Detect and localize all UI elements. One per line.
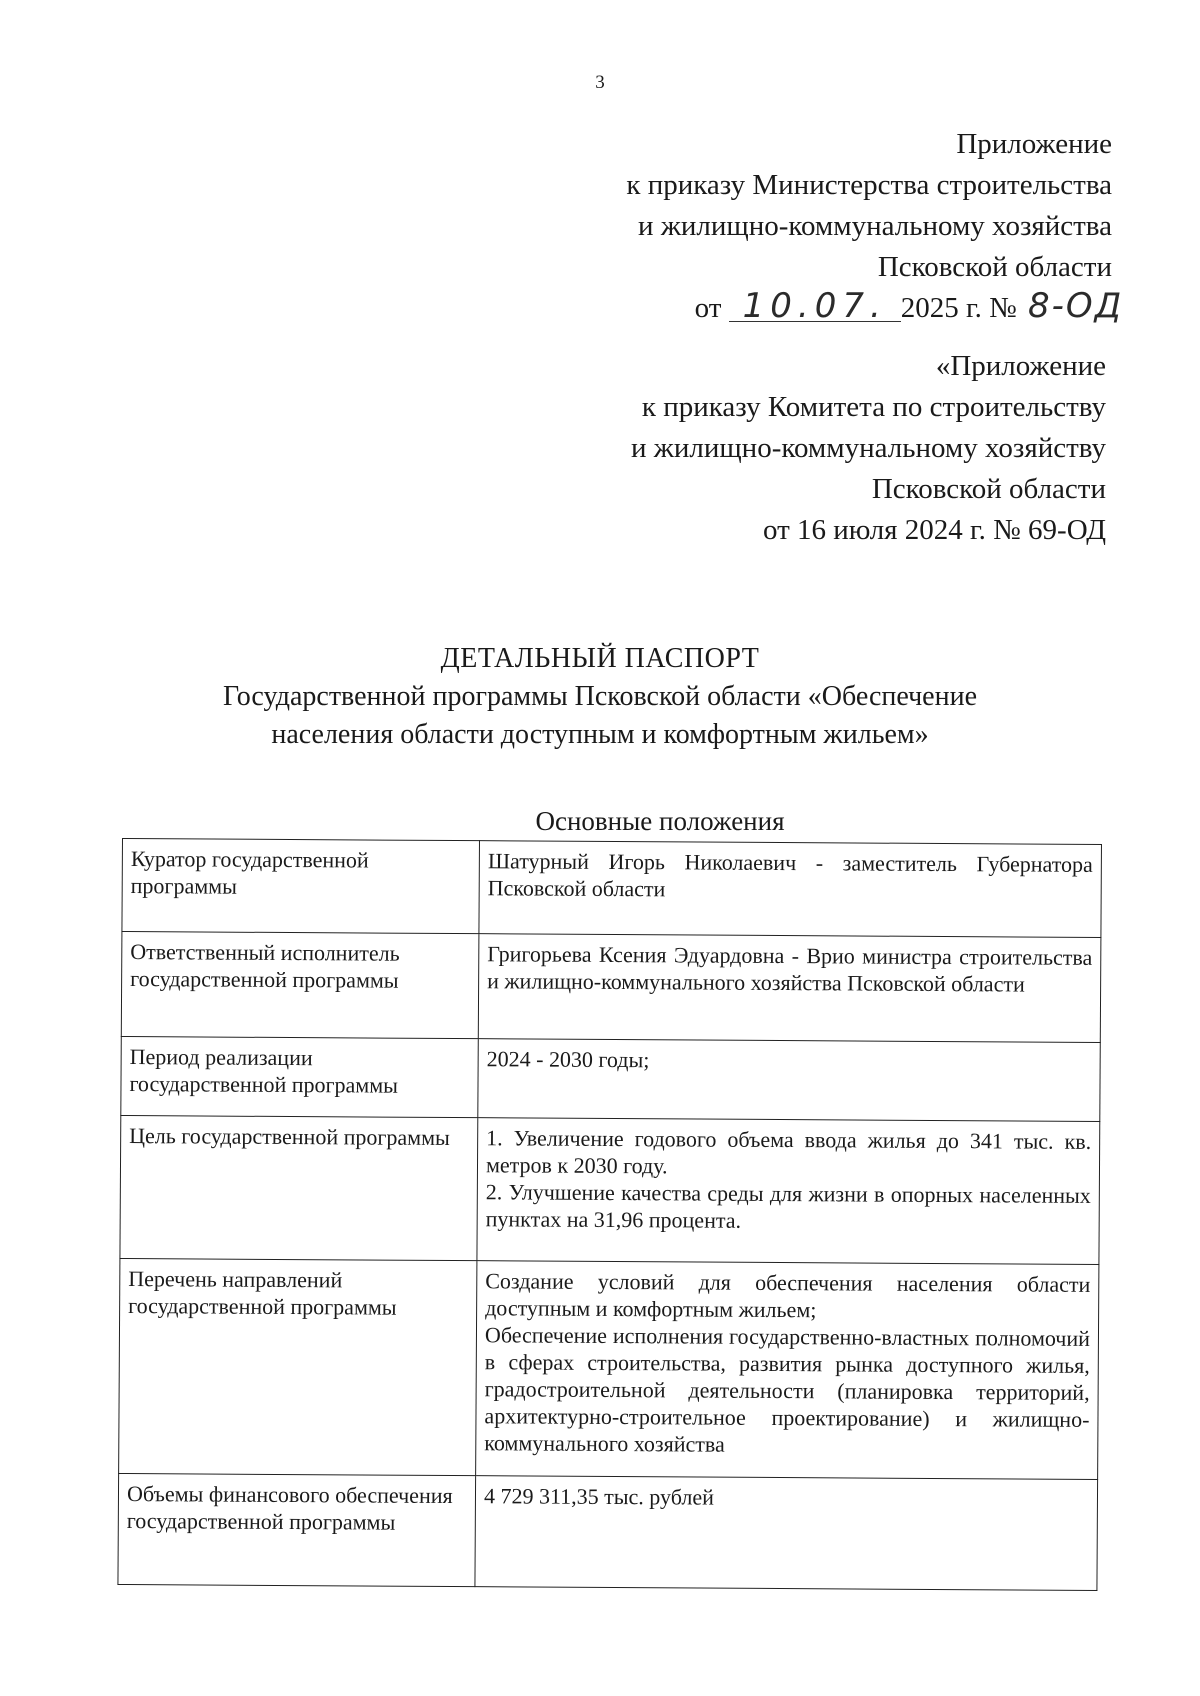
direction-item: Обеспечение исполнения государственно-властных полномочий в сферах строительства, развития рынка доступного жилья, градостроительной деятельности (планировка территорий, архитектурно-строительное проектирование) и жилищно-коммунального хозяйства <box>484 1322 1091 1457</box>
title-line-2: Государственной программы Псковской области «Обеспечение <box>223 681 977 712</box>
appendix-new-title: Приложение <box>956 128 1112 160</box>
appendix-new-order-line <box>626 286 1124 329</box>
direction-item: Создание условий для обеспечения населения области доступным и комфортным жильем; <box>485 1268 1091 1323</box>
appendix-new-region: Псковской области <box>877 251 1112 283</box>
passport-table <box>117 838 1102 1591</box>
appendix-old-region: Псковской области <box>871 473 1106 505</box>
curator-label: Куратор государственной программы <box>122 839 480 934</box>
funding-label: Объемы финансового обеспечения государственной программы <box>118 1473 476 1586</box>
title-main: ДЕТАЛЬНЫЙ ПАСПОРТ <box>440 643 760 674</box>
date-prefix: от <box>694 292 722 324</box>
table-row <box>118 1473 1098 1590</box>
funding-value: 4 729 311,35 тыс. рублей <box>475 1476 1098 1591</box>
executor-value: Григорьева Ксения Эдуардовна - Врио министра строительства и жилищно-коммунального хозяйства Псковской области <box>478 934 1101 1043</box>
table-row <box>119 1258 1099 1479</box>
curator-value: Шатурный Игорь Николаевич - заместитель Губернатора Псковской области <box>479 841 1102 938</box>
directions-value <box>476 1261 1099 1480</box>
appendix-new-order <box>626 124 1124 329</box>
page-number: 3 <box>595 72 605 93</box>
order-year: 2025 г. № <box>900 292 1017 324</box>
appendix-old-issuer: к приказу Комитета по строительству <box>641 391 1106 423</box>
period-label: Период реализации государственной программы <box>121 1036 478 1117</box>
appendix-new-issuer: к приказу Министерства строительства <box>626 169 1112 201</box>
table-row <box>120 1115 1100 1264</box>
goal-item: 1. Увеличение годового объема ввода жилья до 341 тыс. кв. метров к 2030 году. <box>485 1125 1092 1179</box>
appendix-old-issuer-cont: и жилищно-коммунальному хозяйству <box>631 432 1106 464</box>
document-title <box>0 640 1200 754</box>
appendix-new-issuer-cont: и жилищно-коммунальному хозяйства <box>638 210 1112 242</box>
table-row <box>122 839 1102 938</box>
goal-label: Цель государственной программы <box>120 1115 478 1260</box>
title-line-3: населения области доступным и комфортным жильем» <box>271 719 929 750</box>
handwritten-order-number: 8-ОД <box>1028 286 1124 326</box>
handwritten-date: 10.07. <box>729 291 901 322</box>
table-row <box>121 1036 1100 1121</box>
appendix-old-title: «Приложение <box>935 350 1106 382</box>
goal-value <box>477 1118 1100 1265</box>
table-row <box>121 932 1101 1043</box>
executor-label: Ответственный исполнитель государственной программы <box>121 932 479 1039</box>
goal-item: 2. Улучшение качества среды для жизни в опорных населенных пунктах на 31,96 процента. <box>485 1179 1091 1233</box>
appendix-old-order <box>631 346 1106 551</box>
section-heading: Основные положения <box>535 806 785 836</box>
directions-label: Перечень направлений государственной программы <box>119 1258 477 1475</box>
period-value: 2024 - 2030 годы; <box>478 1039 1100 1122</box>
appendix-old-date: от 16 июля 2024 г. № 69-ОД <box>762 514 1106 546</box>
